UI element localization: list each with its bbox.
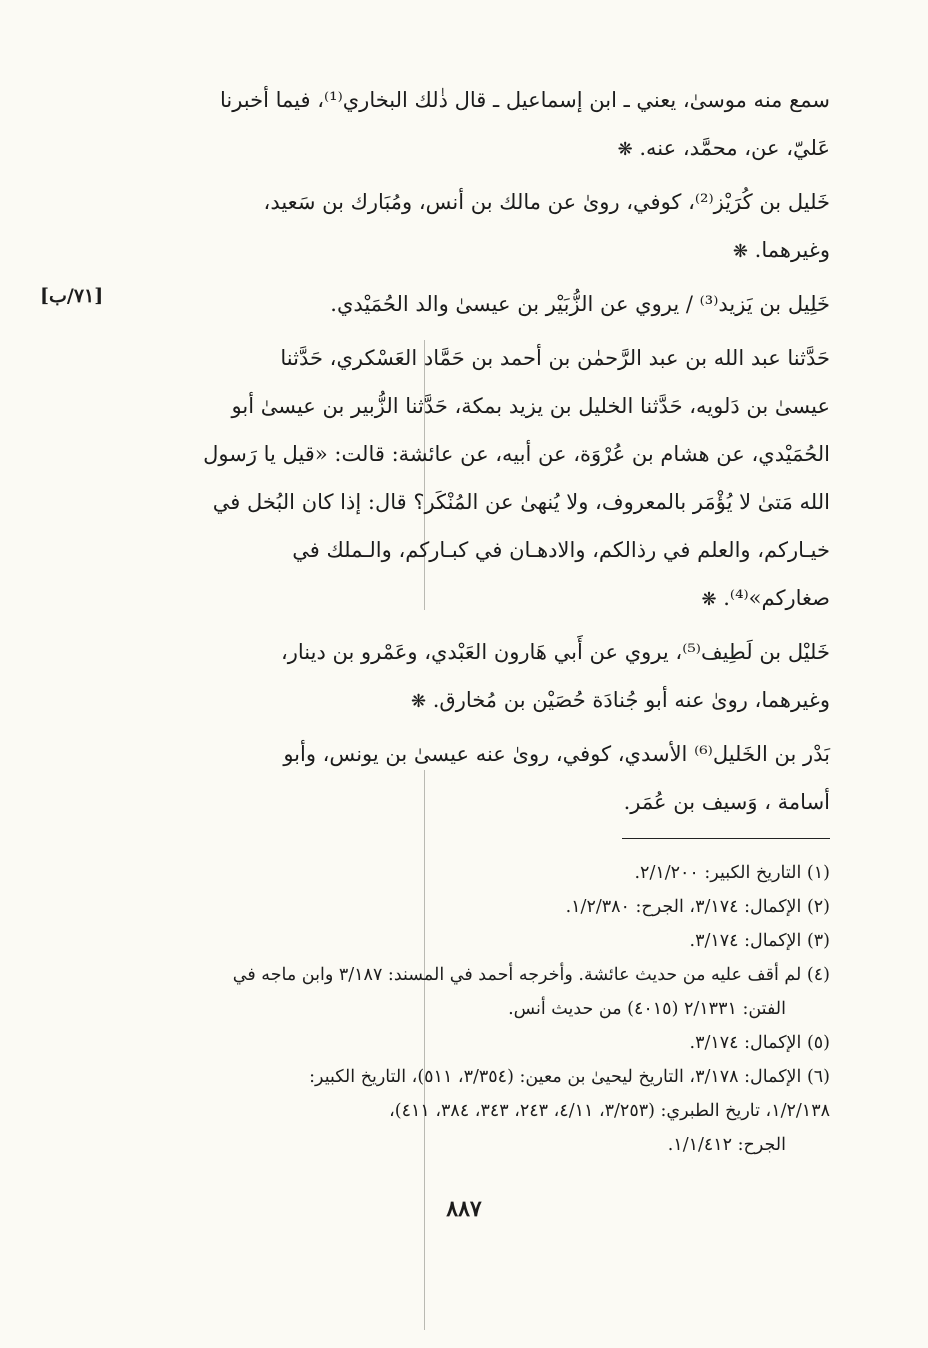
hadith-paragraph bbox=[138, 334, 830, 624]
footnote-5: (٥) الإكمال: ٣/١٧٤. bbox=[689, 1033, 830, 1053]
star-ornament-icon: ❋ bbox=[617, 139, 633, 160]
text-line: عَليّ، عن، محمَّد، عنه. ❋ bbox=[617, 136, 830, 160]
footnote-1: (١) التاريخ الكبير: ٢/١/٢٠٠. bbox=[634, 863, 830, 883]
entry-paragraph-6 bbox=[138, 730, 830, 826]
text-line: الله مَتىٰ لا يُؤْمَر بالمعروف، ولا يُنهىٰ عن المُنْكَر؟ قال: إذا كان البُخل في bbox=[212, 490, 830, 514]
text-line: حَدَّثنا عبد الله بن عبد الرَّحمٰن بن أحمد بن حَمَّاد العَسْكري، حَدَّثنا bbox=[280, 346, 830, 370]
text-line: وغيرهما. ❋ bbox=[732, 238, 830, 262]
page-number: ٨٨٧ bbox=[446, 1196, 482, 1222]
footnote-2: (٢) الإكمال: ٣/١٧٤، الجرح: ١/٢/٣٨٠. bbox=[565, 897, 830, 917]
text-line: سمع منه موسىٰ، يعني ـ ابن إسماعيل ـ قال ذٰلك البخاري⁽¹⁾، فيما أخبرنا bbox=[219, 88, 830, 112]
star-ornament-icon: ❋ bbox=[701, 589, 717, 610]
text-line: صغاركم»⁽⁴⁾. ❋ bbox=[701, 586, 830, 610]
text-line: وغيرهما، روىٰ عنه أبو جُنادَة حُصَيْن بن مُخارق. ❋ bbox=[410, 688, 830, 712]
footnotes bbox=[138, 856, 830, 1162]
entry-paragraph-1 bbox=[138, 76, 830, 174]
text-line: خيـاركم، والعلم في رذالكم، والادهـان في كبـاركم، والـملك في bbox=[292, 538, 830, 562]
footnote-6-continuation: ١/٢/١٣٨، تاريخ الطبري: (٣/٢٥٣، ٤/١١، ٢٤٣، ٣٤٣، ٣٨٤، ٤١١)، bbox=[389, 1101, 830, 1121]
star-ornament-icon: ❋ bbox=[732, 241, 748, 262]
margin-reference: [٧١/ب] bbox=[40, 285, 104, 307]
entry-paragraph-2 bbox=[138, 178, 830, 276]
text-line: الحُمَيْدي، عن هشام بن عُرْوَة، عن أبيه، عن عائشة: قالت: «قيل يا رَسول bbox=[203, 442, 830, 466]
footnote-separator bbox=[622, 838, 830, 839]
entry-paragraph-5 bbox=[138, 628, 830, 726]
text-line: خَليل بن كُرَيْز⁽²⁾، كوفي، روىٰ عن مالك بن أنس، ومُبَارك بن سَعيد، bbox=[263, 190, 830, 214]
star-ornament-icon: ❋ bbox=[410, 691, 427, 712]
footnote-6-continuation-2: الجرح: ١/١/٤١٢. bbox=[667, 1135, 786, 1155]
footnote-4: (٤) لم أقف عليه من حديث عائشة. وأخرجه أحمد في المسند: ٣/١٨٧ وابن ماجه في bbox=[232, 965, 830, 985]
entry-paragraph-3 bbox=[138, 280, 830, 328]
footnote-4-continuation: الفتن: ٢/١٣٣١ (٤٠١٥) من حديث أنس. bbox=[508, 999, 786, 1019]
footnote-6: (٦) الإكمال: ٣/١٧٨، التاريخ ليحيىٰ بن معين: (٣/٣٥٤، ٥١١)، التاريخ الكبير: bbox=[309, 1067, 830, 1087]
text-line: خَلِيل بن يَزيد⁽³⁾ / يروي عن الزُّبَيْر بن عيسىٰ والد الحُمَيْدي. bbox=[330, 292, 830, 316]
text-line: أسامة ، وَسيف بن عُمَر. bbox=[623, 790, 830, 814]
text-line: بَدْر بن الخَليل⁽⁶⁾ الأسدي، كوفي، روىٰ عنه عيسىٰ بن يونس، وأبو bbox=[283, 742, 830, 766]
text-line: خَليْل بن لَطِيف⁽⁵⁾، يروي عن أَبي هَارون العَبْدي، وعَمْرو بن دينار، bbox=[280, 640, 830, 664]
footnote-3: (٣) الإكمال: ٣/١٧٤. bbox=[689, 931, 830, 951]
text-line: عيسىٰ بن دَلويه، حَدَّثنا الخليل بن يزيد بمكة، حَدَّثنا الزُّبير بن عيسىٰ أبو bbox=[231, 394, 830, 418]
